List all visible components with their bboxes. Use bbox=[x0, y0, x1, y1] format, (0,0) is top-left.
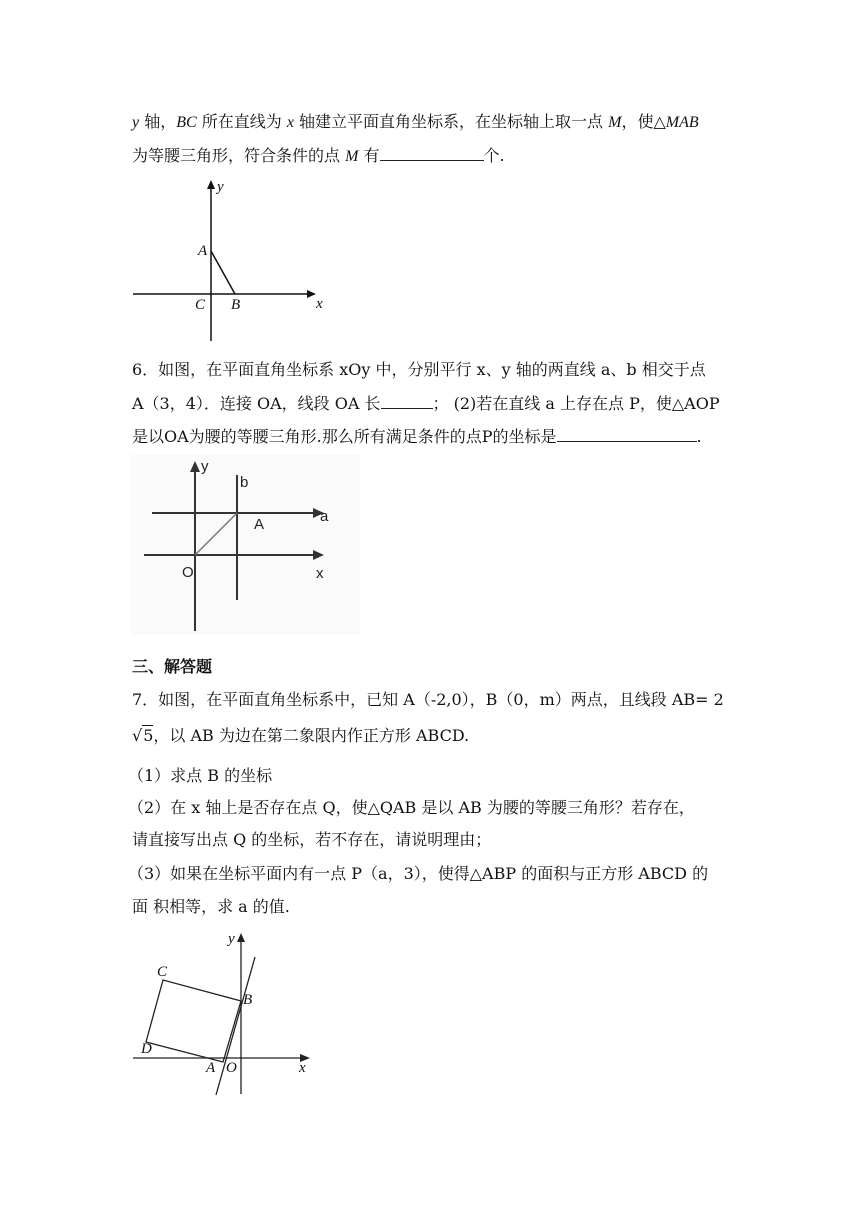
q6-b-label: b bbox=[240, 474, 249, 491]
q5-var-mab: MAB bbox=[665, 114, 699, 131]
q6-text: ； (2)若在直线 a 上存在点 P，使△AOP bbox=[432, 394, 720, 413]
q5-var-m: M bbox=[345, 148, 359, 165]
q7-part-2-line-2: 请直接写出点 Q 的坐标，若不存在，请说明理由； bbox=[132, 830, 492, 849]
q6-line-2 bbox=[132, 393, 720, 414]
q6-text: 是以OA为腰的等腰三角形.那么所有满足条件的点P的坐标是 bbox=[132, 427, 557, 446]
q5-answer-blank bbox=[380, 145, 484, 161]
q6-line-3 bbox=[132, 426, 702, 447]
q7-line-1: 7．如图，在平面直角坐标系中，已知 A（-2,0），B（0，m）两点，且线段 AB= 2 bbox=[132, 690, 724, 709]
q5-line-1 bbox=[132, 112, 699, 133]
q5-text: 有 bbox=[358, 146, 380, 165]
q5-figure bbox=[130, 178, 340, 344]
q7-point-b-label: B bbox=[243, 992, 253, 1008]
q6-origin-label: O bbox=[182, 564, 194, 581]
q6-x-label: x bbox=[316, 565, 324, 582]
q7-point-d-label: D bbox=[141, 1041, 152, 1057]
q6-text: . bbox=[696, 427, 702, 446]
q5-segment-ab bbox=[211, 251, 235, 294]
q7-y-label: y bbox=[228, 931, 235, 947]
q5-point-b-label: B bbox=[231, 297, 241, 313]
q5-text: 轴， bbox=[139, 112, 177, 131]
q5-text: 个. bbox=[483, 146, 505, 165]
q5-var-x: x bbox=[286, 114, 294, 131]
q6-y-label: y bbox=[201, 458, 209, 475]
q6-oa-length-blank bbox=[381, 393, 433, 409]
q5-y-arrow bbox=[207, 180, 215, 189]
q7-point-a-label: A bbox=[206, 1060, 216, 1076]
q6-text: A（3，4）．连接 OA，线段 OA 长 bbox=[132, 394, 381, 413]
q7-x-label: x bbox=[299, 1060, 306, 1076]
q5-x-arrow bbox=[307, 290, 316, 298]
q7-part-3-line-2: 面 积相等，求 a 的值. bbox=[132, 897, 290, 916]
q5-var-y: y bbox=[132, 114, 140, 131]
q5-var-bc: BC bbox=[176, 114, 197, 131]
sqrt-icon: √ bbox=[132, 726, 143, 745]
q5-point-c-label: C bbox=[195, 297, 206, 313]
q7-line-2 bbox=[132, 726, 469, 746]
q7-y-arrow bbox=[237, 933, 245, 942]
q5-x-label: x bbox=[316, 296, 323, 312]
q5-line-2 bbox=[132, 145, 505, 167]
q7-origin-label: O bbox=[226, 1060, 237, 1076]
q6-point-p-blank bbox=[557, 426, 697, 442]
q6-line-1: 6．如图，在平面直角坐标系 xOy 中，分别平行 x、y 轴的两直线 a、b 相交于点 bbox=[132, 360, 706, 379]
section-3-heading: 三、解答题 bbox=[132, 657, 213, 676]
q7-part-3-line-1: （3）如果在坐标平面内有一点 P（a，3），使得△ABP 的面积与正方形 ABCD 的 bbox=[128, 864, 709, 883]
q7-text: ，以 AB 为边在第二象限内作正方形 ABCD. bbox=[153, 726, 470, 745]
q5-var-m: M bbox=[608, 114, 622, 131]
q5-text: 所在直线为 bbox=[196, 112, 287, 131]
q5-text: ，使△ bbox=[621, 112, 666, 131]
q6-point-a-label: A bbox=[254, 516, 265, 533]
q7-square-abcd bbox=[146, 980, 241, 1062]
q7-figure bbox=[130, 930, 320, 1100]
q7-part-2-line-1: （2）在 x 轴上是否存在点 Q，使△QAB 是以 AB 为腰的等腰三角形？若存在， bbox=[128, 798, 695, 817]
q5-y-label: y bbox=[217, 179, 224, 195]
q5-text: 轴建立平面直角坐标系，在坐标轴上取一点 bbox=[293, 112, 609, 131]
q5-point-a-label: A bbox=[198, 243, 208, 259]
q7-sqrt bbox=[132, 726, 153, 746]
q6-a-label: a bbox=[320, 508, 329, 525]
q7-sqrt-radicand: 5 bbox=[143, 726, 154, 745]
q7-point-c-label: C bbox=[157, 964, 168, 980]
q5-text: 为等腰三角形，符合条件的点 bbox=[132, 146, 346, 165]
q6-figure bbox=[130, 455, 360, 635]
q7-part-1: （1）求点 B 的坐标 bbox=[128, 766, 273, 785]
